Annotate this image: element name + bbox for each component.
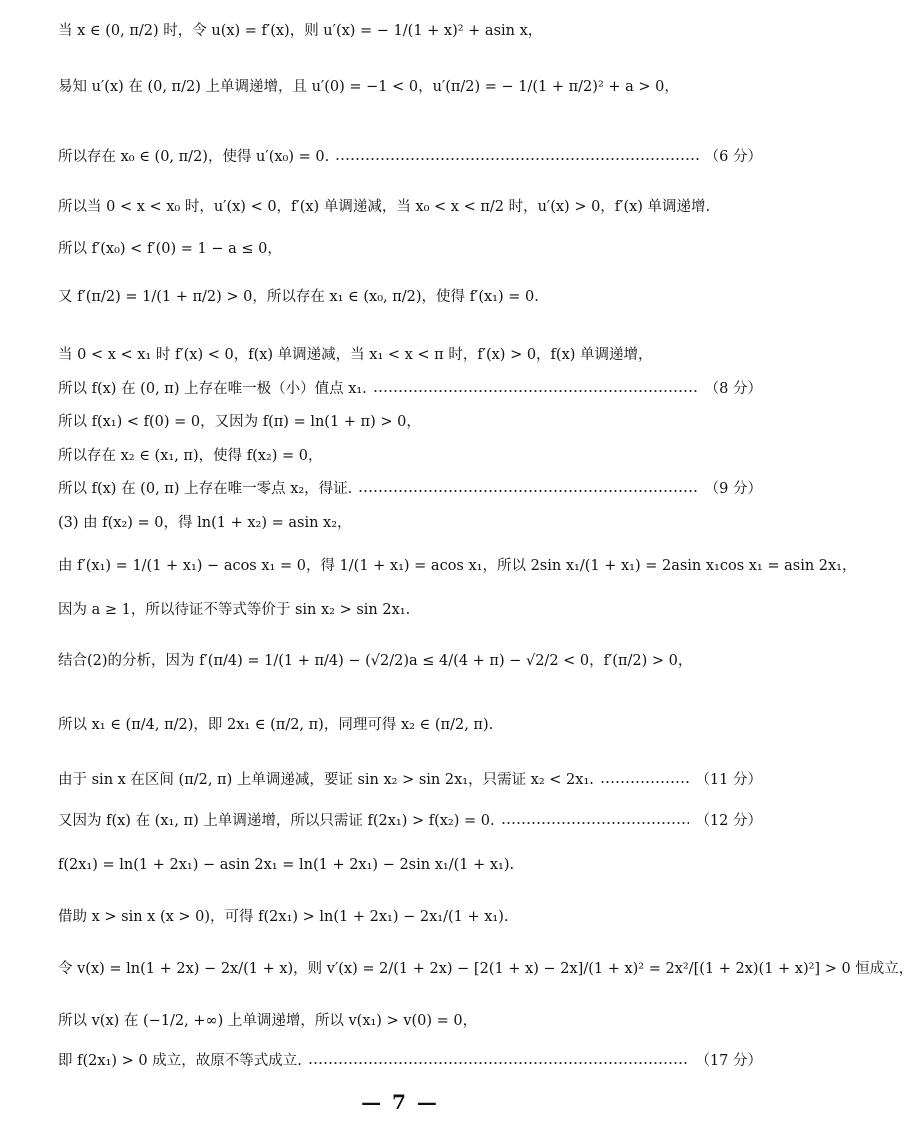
- solution-line: [58, 480, 762, 498]
- line-text: 当 0 < x < x₁ 时 f′(x) < 0，f(x) 单调递减，当 x₁ < x < π 时，f′(x) > 0，f(x) 单调递增，: [58, 347, 653, 363]
- solution-line: [58, 380, 762, 398]
- solution-line: [58, 413, 762, 431]
- line-text: 结合(2)的分析，因为 f′(π/4) = 1/(1 + π/4) − (√2/2)a ≤ 4/(4 + π) − √2/2 < 0，f′(π/2) > 0，: [58, 653, 693, 669]
- solution-line: [58, 1052, 762, 1070]
- line-text: 所以当 0 < x < x₀ 时，u′(x) < 0，f′(x) 单调递减，当 x₀ < x < π/2 时，u′(x) > 0，f′(x) 单调递增.: [58, 199, 711, 215]
- solution-line: [58, 771, 762, 789]
- solution-line: [58, 514, 762, 532]
- solution-line: [58, 288, 762, 306]
- solution-line: [58, 908, 762, 926]
- score-label: （11 分）: [695, 772, 762, 788]
- score-label: （9 分）: [704, 481, 762, 497]
- page-number: — 7 —: [361, 1090, 439, 1114]
- solution-line: [58, 652, 762, 670]
- solution-line: [58, 1012, 762, 1030]
- line-text: 即 f(2x₁) > 0 成立，故原不等式成立.: [58, 1053, 302, 1069]
- line-text: 由 f′(x₁) = 1/(1 + x₁) − acos x₁ = 0，得 1/(1 + x₁) = acos x₁，所以 2sin x₁/(1 + x₁) = 2asin x₁cos x₁ = asin 2x₁，: [58, 558, 857, 574]
- leader-dots: [308, 1062, 690, 1064]
- line-text: (3) 由 f(x₂) = 0，得 ln(1 + x₂) = asin x₂，: [58, 515, 352, 531]
- leader-dots: [358, 490, 698, 492]
- line-text: 所以 f(x) 在 (0, π) 上存在唯一零点 x₂，得证.: [58, 481, 353, 497]
- line-text: 所以 f′(x₀) < f′(0) = 1 − a ≤ 0，: [58, 241, 282, 257]
- solution-line: [58, 601, 762, 619]
- leader-dots: [600, 781, 690, 783]
- solution-line: [58, 22, 762, 40]
- solution-line: [58, 240, 762, 258]
- leader-dots: [335, 158, 698, 160]
- solution-line: [58, 716, 762, 734]
- line-text: 易知 u′(x) 在 (0, π/2) 上单调递增，且 u′(0) = −1 < 0，u′(π/2) = − 1/(1 + π/2)² + a > 0，: [58, 79, 679, 95]
- solution-line: [58, 960, 913, 978]
- line-text: 又 f′(π/2) = 1/(1 + π/2) > 0，所以存在 x₁ ∈ (x₀, π/2)，使得 f′(x₁) = 0.: [58, 289, 539, 305]
- line-text: 所以存在 x₀ ∈ (0, π/2)，使得 u′(x₀) = 0.: [58, 149, 330, 165]
- line-text: 借助 x > sin x (x > 0)，可得 f(2x₁) > ln(1 + 2x₁) − 2x₁/(1 + x₁).: [58, 909, 509, 925]
- leader-dots: [501, 822, 690, 824]
- solution-line: [58, 856, 762, 874]
- solution-line: [58, 346, 762, 364]
- line-text: 由于 sin x 在区间 (π/2, π) 上单调递减，要证 sin x₂ > sin 2x₁，只需证 x₂ < 2x₁.: [58, 772, 594, 788]
- line-text: 又因为 f(x) 在 (x₁, π) 上单调递增，所以只需证 f(2x₁) > f(x₂) = 0.: [58, 813, 495, 829]
- score-label: （6 分）: [704, 149, 762, 165]
- solution-line: [58, 198, 762, 216]
- leader-dots: [373, 390, 699, 392]
- solution-line: [58, 447, 762, 465]
- line-text: f(2x₁) = ln(1 + 2x₁) − asin 2x₁ = ln(1 + 2x₁) − 2sin x₁/(1 + x₁).: [58, 857, 515, 873]
- solution-line: [58, 148, 762, 166]
- line-text: 所以 f(x₁) < f(0) = 0，又因为 f(π) = ln(1 + π) > 0，: [58, 414, 421, 430]
- solution-line: [58, 557, 857, 575]
- line-text: 因为 a ≥ 1，所以待证不等式等价于 sin x₂ > sin 2x₁.: [58, 602, 411, 618]
- line-text: 所以存在 x₂ ∈ (x₁, π)，使得 f(x₂) = 0，: [58, 448, 323, 464]
- solution-line: [58, 812, 762, 830]
- line-text: 所以 v(x) 在 (−1/2, +∞) 上单调递增，所以 v(x₁) > v(0) = 0，: [58, 1013, 478, 1029]
- line-text: 当 x ∈ (0, π/2) 时，令 u(x) = f′(x)，则 u′(x) = − 1/(1 + x)² + asin x，: [58, 23, 543, 39]
- line-text: 所以 f(x) 在 (0, π) 上存在唯一极（小）值点 x₁.: [58, 381, 367, 397]
- solution-line: [58, 78, 762, 96]
- line-text: 令 v(x) = ln(1 + 2x) − 2x/(1 + x)，则 v′(x) = 2/(1 + 2x) − [2(1 + x) − 2x]/(1 + x)² = 2x²/[(1 + 2x)(1 + x)²] > 0 恒成立，: [58, 961, 913, 977]
- score-label: （12 分）: [695, 813, 762, 829]
- score-label: （8 分）: [704, 381, 762, 397]
- score-label: （17 分）: [695, 1053, 762, 1069]
- line-text: 所以 x₁ ∈ (π/4, π/2)，即 2x₁ ∈ (π/2, π)，同理可得 x₂ ∈ (π/2, π).: [58, 717, 494, 733]
